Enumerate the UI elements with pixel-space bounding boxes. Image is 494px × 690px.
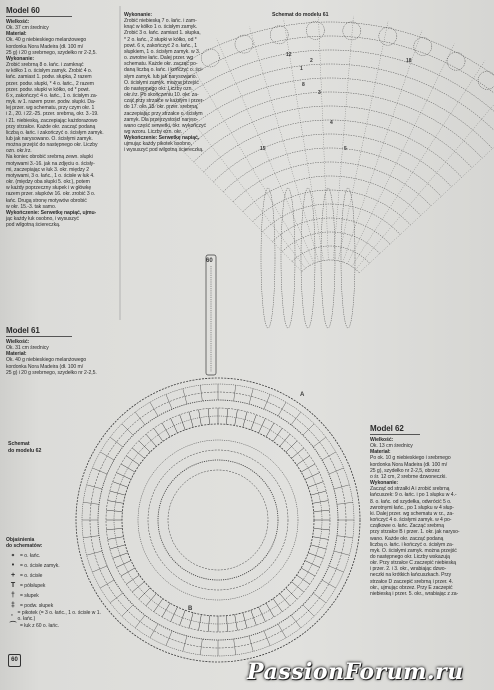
- arrow-label-a: A: [300, 392, 305, 398]
- ring-stitch: [278, 402, 286, 416]
- ring-stitch: [110, 437, 123, 447]
- model-60-text: [6, 19, 120, 228]
- edge-loop: [478, 71, 494, 89]
- legend-symbol: T: [10, 582, 16, 589]
- legend-text: = łuk z 60 o. łańc.: [20, 623, 60, 629]
- ring-stitch: [259, 607, 266, 622]
- text-line: łańcuszek: 9 o. łańc. i po 1 słupku w 4.-: [370, 492, 457, 499]
- ring-stitch: [166, 394, 172, 409]
- text-line: Wielkość:: [370, 437, 394, 443]
- petal-motif: [281, 188, 295, 328]
- legend-row: [6, 561, 102, 571]
- ring-stitch: [297, 456, 310, 465]
- ring-stitch: [311, 545, 326, 549]
- model-61-section: [6, 326, 120, 376]
- stitch-spoke: [359, 106, 494, 273]
- text-line: 25 g), szydełko nr 2-2,5, obrzez: [370, 467, 440, 474]
- text-line: przy strzałce. Każde okr. zacząć podaną: [6, 123, 96, 130]
- text-line: Ok. 31 cm średnicy: [6, 345, 49, 352]
- ring-stitch: [291, 615, 301, 628]
- schemat-61-label: Schemat do modelu 61: [272, 12, 329, 18]
- ring-stitch: [100, 580, 114, 588]
- text-line: czątkowe o. łańc. Zacząć srebrną: [370, 523, 444, 530]
- stitch-ring: [98, 400, 338, 640]
- legend-symbol: •: [11, 562, 15, 569]
- ring-stitch: [280, 594, 290, 606]
- text-line: słupkiem, 1 o. ścisłym zamyk. w 3.: [124, 48, 201, 55]
- text-line: Materiał:: [6, 31, 27, 38]
- text-line: 25 g) i 20 g srebrnego, szydełko nr 2-2,5.: [6, 49, 97, 56]
- text-line: Zrobić srebrną 8 o. łańc. i zamknąć: [6, 62, 84, 69]
- stitch-row: [233, 162, 431, 206]
- text-line: przy strzałce B i przer. 1. okr. jak naryso-: [370, 529, 460, 536]
- legend-text: = o. ścisłe: [20, 573, 43, 579]
- ring-stitch: [146, 434, 156, 446]
- text-line: Wykonanie:: [370, 480, 398, 487]
- text-line: neczki na krótkich łańcuszkach. Przy: [370, 572, 452, 579]
- stitch-spoke: [347, 44, 454, 264]
- stitch-row: [292, 246, 369, 263]
- ring-stitch: [100, 452, 114, 460]
- ring-stitch: [110, 593, 123, 603]
- row-number: 2: [310, 58, 313, 64]
- stitch-ring: [138, 440, 298, 600]
- text-line: pod wilgotną ściereczką.: [6, 222, 61, 229]
- ring-stitch: [278, 624, 286, 638]
- stitch-ring: [122, 424, 314, 616]
- ring-stitch: [322, 452, 336, 460]
- ring-stitch: [121, 568, 135, 576]
- legend-symbol: †: [11, 592, 15, 599]
- ring-stitch: [126, 575, 139, 584]
- arrow-label-b: B: [188, 606, 193, 612]
- text-line: o. zwrotne łańc. Dalej przer. wg: [124, 55, 194, 62]
- legend-symbol: ⌒: [9, 622, 17, 629]
- text-line: ki. Dalej przer. wg schematu w rz., za-: [370, 510, 454, 517]
- ring-stitch: [266, 603, 274, 617]
- text-line: 25 g) i 20 g srebrnego, szydełko nr 2-2,5.: [6, 369, 97, 376]
- ring-stitch: [189, 412, 193, 427]
- ring-stitch: [334, 551, 349, 555]
- ring-stitch: [301, 568, 315, 576]
- ring-stitch: [113, 482, 128, 487]
- text-line: myk. O. ścisłymi zamyk. można przejść: [370, 547, 457, 554]
- legend-symbol: ‡: [11, 602, 15, 609]
- ring-stitch: [110, 545, 125, 549]
- ring-stitch: [292, 448, 304, 458]
- ring-stitch: [273, 428, 282, 441]
- ring-stitch: [162, 423, 170, 437]
- text-line: wg wzoru. Liczby ozn. okr.: [124, 128, 183, 135]
- stitch-ring: [158, 460, 278, 580]
- stitch-row: [282, 232, 380, 254]
- legend-symbol: +: [10, 572, 16, 579]
- ring-stitch: [264, 631, 270, 646]
- stitch-spoke: [333, 16, 353, 260]
- ring-stitch: [259, 418, 266, 433]
- ring-stitch: [132, 448, 144, 458]
- ring-stitch: [154, 599, 163, 612]
- text-line: kończyć 4 o. ścisłymi zamyk. w 4 po-: [370, 517, 452, 524]
- ring-stitch: [329, 468, 344, 474]
- text-line: liczbą o. łańc. i kończyć o. ścisłym za-: [370, 541, 454, 548]
- text-line: i 21. niebieską, zaczepiając każdorazowo: [6, 117, 98, 124]
- text-line: kordonka Nora Madeira (dł. 100 m/: [6, 43, 84, 50]
- stitch-spoke: [318, 15, 328, 260]
- stitch-row: [204, 120, 462, 177]
- edge-loop: [447, 52, 465, 70]
- text-line: zwrotnymi łańc., po 1 słupku w 4 słup-: [370, 504, 454, 511]
- text-line: okr., ujmując obrzez. Przy E zaczepić: [370, 584, 453, 591]
- row-number: 4: [330, 120, 333, 126]
- legend-text: = słupek: [20, 593, 39, 599]
- text-line: można przejść do następnego okr. Liczby: [6, 142, 98, 149]
- stitch-ring: [168, 470, 268, 570]
- legend-symbol: ◦: [10, 612, 13, 619]
- ring-stitch: [322, 580, 336, 588]
- text-line: razem przer. słupków 16. okr. zrobić 3 o.: [6, 191, 96, 198]
- ring-stitch: [292, 582, 304, 592]
- ring-stitch: [183, 636, 187, 651]
- text-line: ozn. okr./rz.: [6, 148, 32, 155]
- stitch-row: [272, 218, 390, 244]
- text-line: kordonka Nora Madeira (dł. 100 m/: [6, 363, 84, 370]
- stitch-row: [213, 134, 451, 187]
- text-line: w każdy poprzeczny słupek i w główkę: [6, 185, 92, 192]
- text-line: cząć przy strzałce w każdym i przer-: [124, 98, 204, 105]
- model-61-instructions: [124, 12, 228, 154]
- text-line: 6 x, zakończyć 4 o. łańc., 1 o. ścisłym za-: [6, 92, 98, 99]
- legend-row: [6, 611, 102, 621]
- text-line: Wykończenie: Serwetkę napiąć,: [124, 135, 200, 142]
- ring-stitch: [171, 418, 178, 433]
- ring-stitch: [251, 415, 256, 430]
- ring-stitch: [305, 473, 320, 480]
- text-line: Wykonanie:: [6, 55, 34, 62]
- text-line: Ok. 13 cm średnicy: [370, 443, 413, 450]
- model-61-title: Model 61: [6, 326, 40, 335]
- ring-stitch: [264, 394, 270, 409]
- stitch-row: [184, 92, 482, 158]
- ring-stitch: [286, 588, 297, 599]
- text-line: zaczepiając przy strzałce o. ścisłym: [124, 110, 203, 117]
- text-line: daną liczbą o. łańc. i kończyć o. ści-: [124, 67, 204, 74]
- legend-row: [6, 591, 102, 601]
- ring-stitch: [87, 485, 102, 489]
- text-line: do następnego okr. Liczby ozn.: [124, 85, 193, 92]
- text-line: zamyk. Dla przejrzystości naryso-: [124, 116, 199, 123]
- ring-stitch: [135, 412, 145, 425]
- legend-symbol: ∘: [10, 552, 16, 559]
- text-line: łańc. zamiast 1. podw. słupka, 2 razem: [6, 74, 92, 81]
- ring-stitch: [249, 389, 253, 404]
- petal-motif: [341, 188, 355, 328]
- text-line: Zrobić 3 o. łańc. zamiast 1. słupka,: [124, 30, 201, 37]
- ring-stitch: [280, 434, 290, 446]
- text-line: Ok. 40 g niebieskiego melanżowego: [6, 37, 87, 44]
- ring-stitch: [139, 588, 150, 599]
- text-line: Wielkość:: [6, 339, 30, 345]
- edge-loop: [306, 21, 324, 39]
- ring-stitch: [243, 412, 247, 427]
- text-line: Wykonanie:: [124, 12, 152, 18]
- text-line: w kółko 1 o. ścisłym zamyk. Zrobić 4 o.: [6, 68, 93, 75]
- text-line: lub jak narysowano. O. ścisłymi zamyk.: [6, 135, 93, 142]
- text-line: niebieską i przer. 5. okr., wrabiając z za-: [370, 590, 459, 597]
- text-line: Materiał:: [370, 449, 391, 456]
- legend-row: [6, 571, 102, 581]
- model-61-materials: [6, 339, 120, 376]
- model-62-title: Model 62: [370, 424, 404, 433]
- text-line: lej przer. wg schematu, przy czym okr. 1: [6, 105, 95, 112]
- watermark-logo: PassionForum.ru: [247, 659, 464, 685]
- ring-stitch: [311, 491, 326, 495]
- ring-stitch: [126, 456, 139, 465]
- row-number: 3: [318, 90, 321, 96]
- ring-stitch: [273, 599, 282, 612]
- ring-stitch: [110, 491, 125, 495]
- symbol-legend: [6, 537, 102, 631]
- page-number: 60: [8, 654, 21, 667]
- text-line: jąc każdy łuk osobno, i wysuszyć: [6, 216, 79, 222]
- ring-stitch: [301, 464, 315, 472]
- ring-stitch: [166, 631, 172, 646]
- text-line: wano część serwetki, okr. wykończyć: [124, 122, 207, 129]
- ring-stitch: [150, 624, 158, 638]
- schemat-62-label-b: do modelu 62: [8, 448, 42, 454]
- legend-row: [6, 581, 102, 591]
- text-line: słym zamyk. lub jak narysowano.: [124, 73, 197, 80]
- text-line: przer. podw. słupki, * 4 o. łańc., 2 razem: [6, 80, 94, 87]
- ring-stitch: [121, 464, 135, 472]
- title-underline: [6, 16, 72, 17]
- ring-stitch: [183, 389, 187, 404]
- text-line: schematu. Każde okr. zacząć po-: [124, 61, 198, 68]
- text-line: do 17. okr. 18. okr. przer. srebrną,: [124, 104, 199, 111]
- ring-stitch: [154, 428, 163, 441]
- text-line: Ok. 37 cm średnicy: [6, 25, 49, 32]
- ring-stitch: [116, 473, 131, 480]
- ring-stitch: [308, 553, 323, 558]
- text-line: do następnego okr. Liczby wskazują: [370, 553, 450, 560]
- text-line: Ok. 40 g niebieskiego melanżowego: [6, 357, 87, 364]
- text-line: ujmując każdy pikotek osobno,: [124, 141, 192, 148]
- row-number: 8: [302, 82, 305, 88]
- stitch-row: [223, 148, 441, 196]
- row-number: 5: [344, 146, 347, 152]
- text-line: 8. o. łańc. od szydełka, odwrócić 5 o.: [370, 498, 452, 505]
- stitch-row: [194, 106, 472, 168]
- stitch-spoke: [249, 27, 318, 262]
- title-underline: [6, 336, 72, 337]
- title-underline: [370, 434, 420, 435]
- legend-row: [6, 551, 102, 561]
- text-line: Po ok. 10 g niebieskiego i srebrnego: [370, 455, 451, 462]
- text-line: w okr. 15.-3. tak samo.: [6, 203, 57, 210]
- legend-text: = o. łańc.: [20, 553, 41, 559]
- text-line: strzałce D zaczepić srebrną i przer. 4.: [370, 578, 453, 585]
- model-62-text: [370, 437, 478, 597]
- ring-stitch: [308, 482, 323, 487]
- edge-loop: [379, 27, 397, 45]
- ring-stitch: [249, 636, 253, 651]
- text-line: mi, zaczepiając w łuk 3. okr. między 2: [6, 166, 90, 173]
- ring-stitch: [189, 613, 193, 628]
- ring-stitch: [334, 485, 349, 489]
- stitch-spoke: [356, 82, 494, 270]
- stitch-ring: [148, 450, 288, 590]
- legend-title: Objaśnienia: [6, 537, 35, 543]
- ring-stitch: [180, 415, 185, 430]
- ring-stitch: [139, 441, 150, 452]
- ring-stitch: [135, 615, 145, 628]
- edge-loop: [270, 26, 288, 44]
- text-line: kordonka Nora Madeira (dł. 100 m/: [370, 461, 448, 468]
- ring-stitch: [313, 437, 326, 447]
- ring-stitch: [199, 410, 202, 426]
- ring-stitch: [313, 593, 326, 603]
- schemat-62-label-a: Schemat: [8, 441, 30, 447]
- text-line: łańc. Drugą stronę motywów obrobić: [6, 197, 87, 204]
- ring-stitch: [150, 402, 158, 416]
- ring-stitch: [291, 412, 301, 425]
- ring-stitch: [92, 468, 107, 474]
- model-62-section: [370, 424, 478, 597]
- petal-motif: [261, 188, 275, 328]
- text-line: liczbą o. łańc. i zakończyć o. ścisłym zamyk.: [6, 129, 104, 136]
- stitch-row: [243, 176, 421, 215]
- text-line: Wykończenie: Serwetkę napiąć, ujmu-: [6, 209, 97, 216]
- model-61-text: [124, 12, 228, 154]
- text-line: o śr. 12 cm, 2 srebrne dzwoneczki.: [370, 473, 447, 480]
- text-line: motywami, 3 o. łańc., 1 o. ścisłe w łuk 4.: [6, 172, 95, 179]
- stitch-spoke: [352, 61, 485, 267]
- ring-stitch: [146, 594, 156, 606]
- text-line: i wysuszyć pod wilgotną ściereczką.: [124, 147, 204, 154]
- legend-text: = o. ścisłe zamyk.: [20, 563, 60, 569]
- ring-stitch: [243, 613, 247, 628]
- text-line: Zrobić niebieską 7 o. łańc. i zam-: [124, 18, 197, 25]
- legend-subtitle: do schematów:: [6, 543, 43, 549]
- text-line: okr./rz. Po skończeniu 10. okr. za-: [124, 92, 199, 99]
- text-line: O. ścisłymi zamyk. można przejść: [124, 79, 199, 86]
- model-60-section: [6, 6, 120, 228]
- text-line: i 2., 20. i 22.-25. przer. srebrną, okr. 3.-19.: [6, 111, 99, 118]
- ring-stitch: [251, 610, 256, 625]
- text-line: okr. (między oba słupki 5. okr.), potem: [6, 179, 90, 186]
- tab-number: 60: [206, 258, 213, 264]
- row-number: 18: [406, 58, 412, 64]
- petal-motif: [301, 188, 315, 328]
- ring-stitch: [266, 423, 274, 437]
- text-line: okr. Przy strzałce C zaczepić niebieską: [370, 560, 457, 567]
- text-line: Na koniec obrobić srebrną zewn. słupki: [6, 154, 93, 161]
- ring-stitch: [313, 537, 329, 540]
- stitch-row: [253, 190, 411, 225]
- text-line: i przer. 2. i 3. okr., wrabiając dzwo-: [370, 566, 447, 573]
- text-line: Zacząć od strzałki A i zrobić srebrną: [370, 486, 450, 493]
- row-number: 15: [260, 146, 266, 152]
- stitch-row: [302, 260, 359, 273]
- legend-items: [6, 551, 102, 631]
- text-line: * 2 o. łańc., 2 słupki w kółko, od *: [124, 36, 197, 43]
- ring-stitch: [297, 575, 310, 584]
- text-line: Wielkość:: [6, 19, 30, 25]
- text-line: wano. Każde okr. zacząć podaną: [370, 535, 444, 542]
- legend-text: = pikotek (= 3 o. łańc., 1 o. ścisłe w 1. o. łańc.): [17, 610, 101, 622]
- text-line: myk. w 1. razem przer. podw. słupki. Da-: [6, 99, 96, 106]
- stitch-spoke: [343, 30, 422, 262]
- row-number: 1: [300, 66, 303, 72]
- ring-stitch: [116, 561, 131, 568]
- legend-text: = podw. słupek: [20, 603, 54, 609]
- ring-stitch: [171, 607, 178, 622]
- ring-stitch: [132, 582, 144, 592]
- ring-stitch: [305, 561, 320, 568]
- ring-stitch: [180, 610, 185, 625]
- text-line: przer. podw. słupki w kółko, od * powt.: [6, 86, 90, 93]
- text-line: Materiał:: [6, 351, 27, 358]
- legend-text: = półsłupek: [20, 583, 46, 589]
- ring-stitch: [162, 603, 170, 617]
- text-line: powt. 6 x, zakończyć 2 o. łańc., 1: [124, 42, 198, 49]
- text-line: motywami 3.-16. jak na zdjęciu o. ścisły-: [6, 160, 95, 167]
- legend-row: [6, 621, 102, 631]
- model-60-title: Model 60: [6, 6, 40, 15]
- row-number: 12: [286, 52, 292, 58]
- ring-stitch: [329, 566, 344, 572]
- ring-stitch: [113, 553, 128, 558]
- text-line: knąć w kółko 1 o. ścisłym zamyk.: [124, 24, 198, 31]
